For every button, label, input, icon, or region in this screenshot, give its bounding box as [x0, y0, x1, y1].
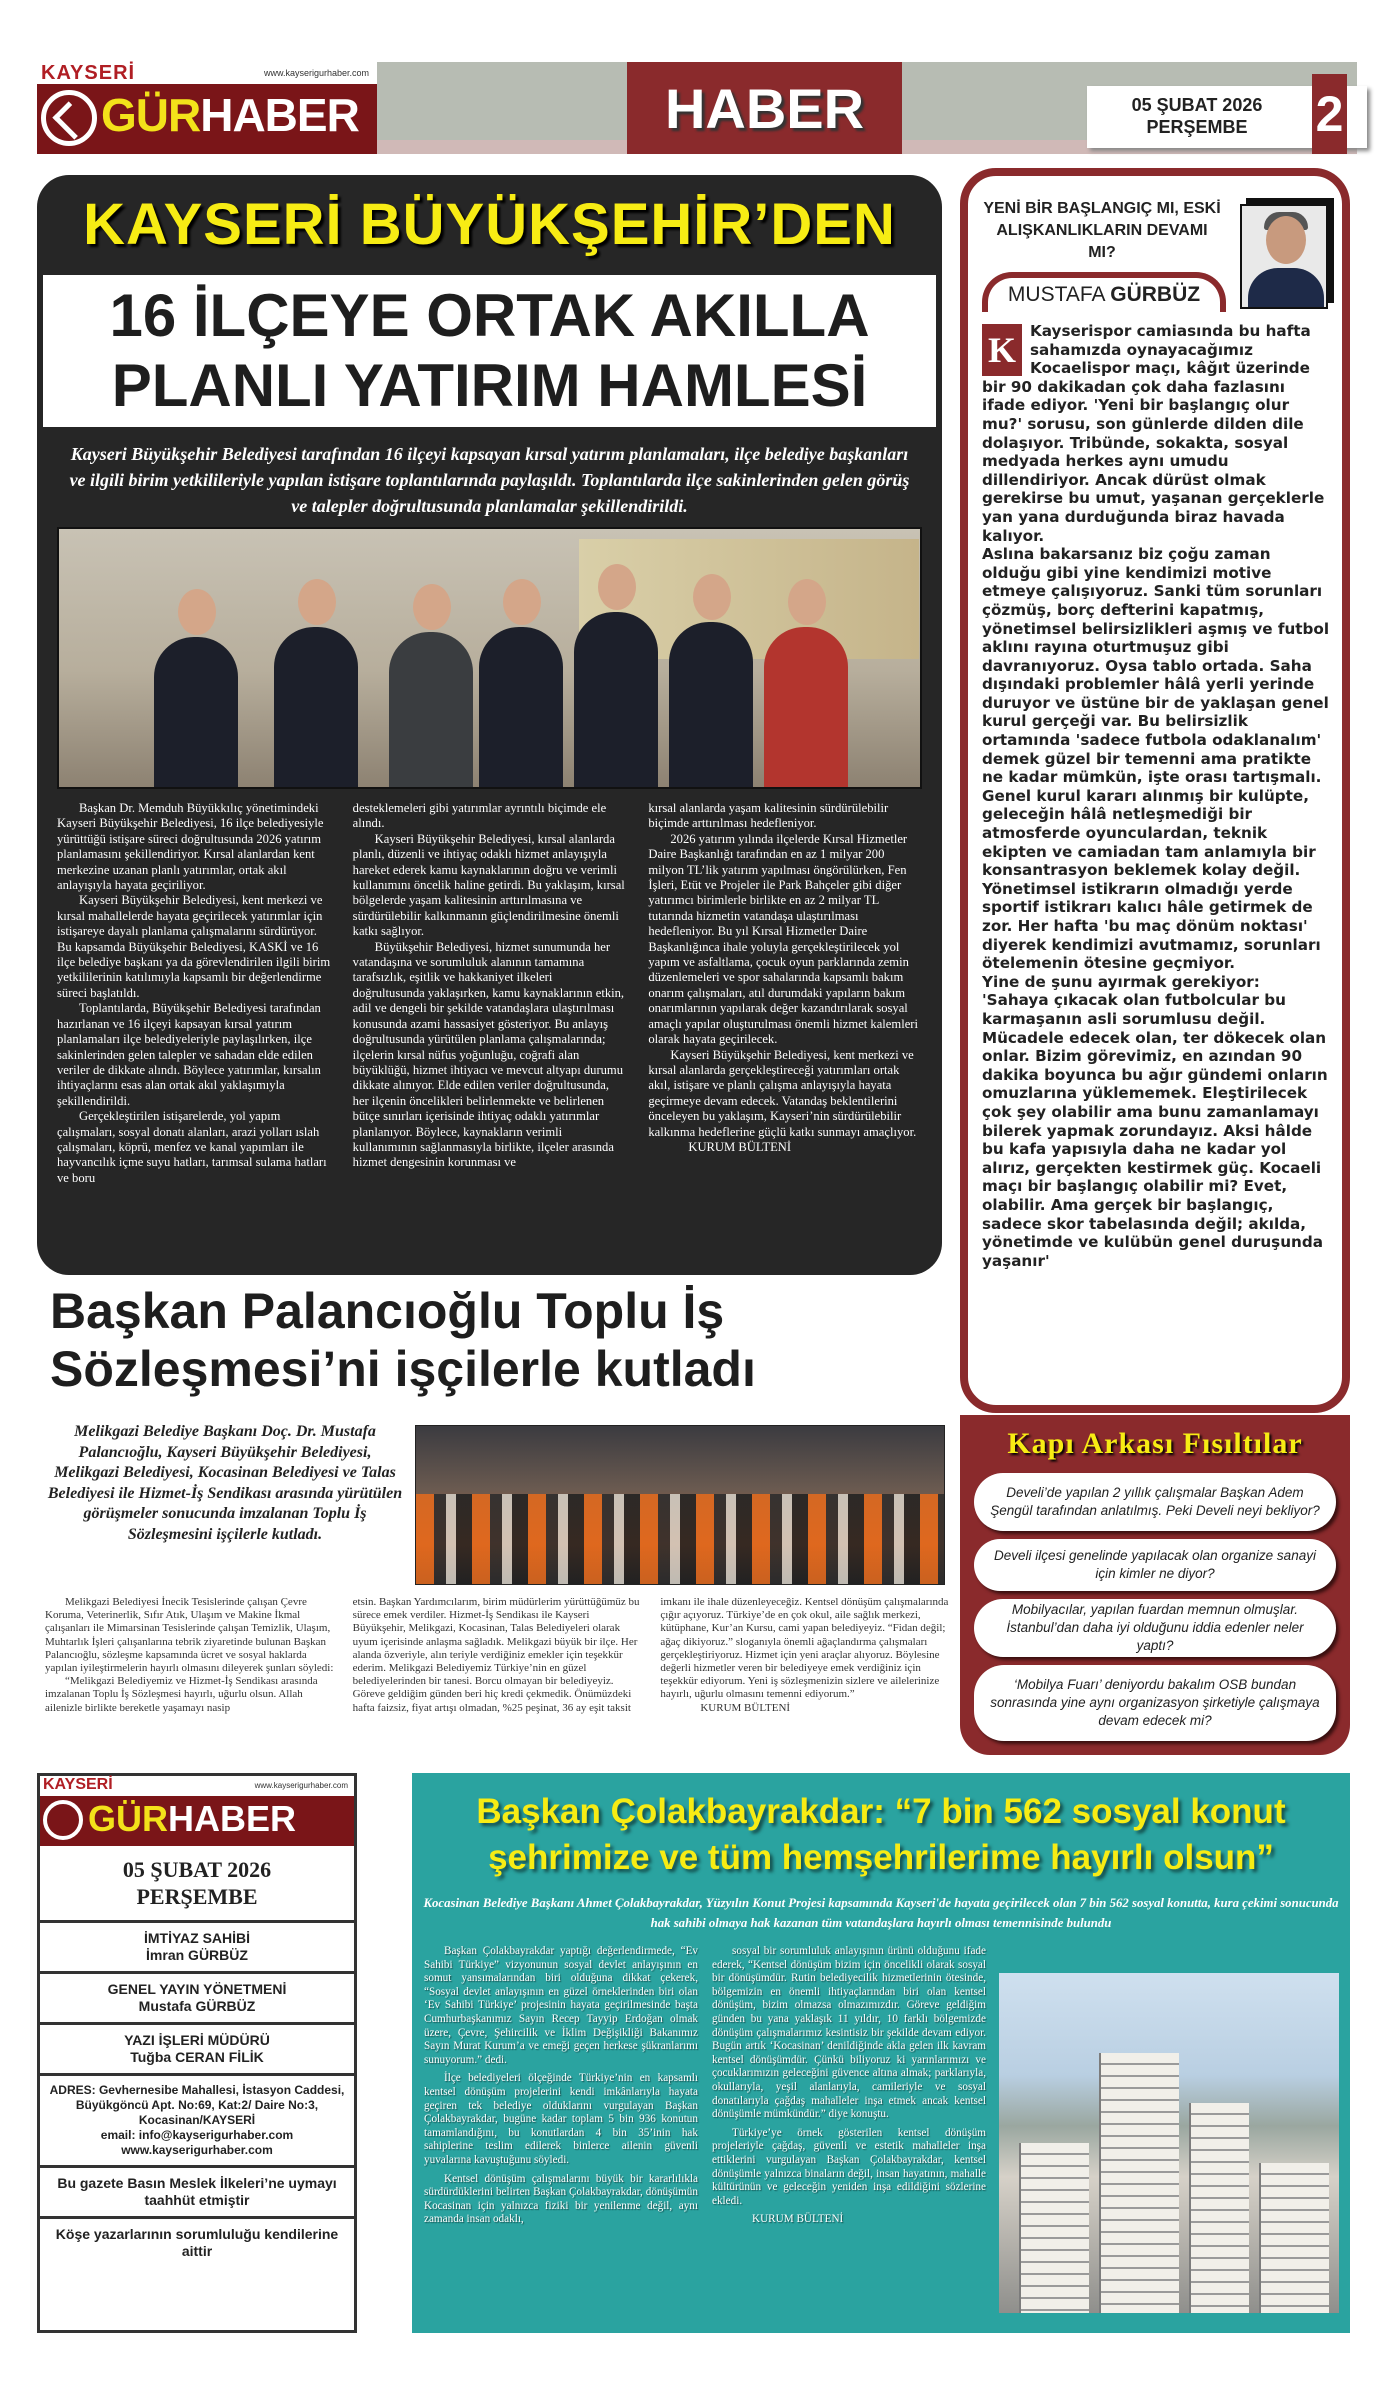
housing-paragraph: sosyal bir sorumluluk anlayışının ürünü olduğunu ifade ederek, “Kentsel dönüşüm bizim için öncelikli olarak sosyal bir dönüşümdür. Rutin belediyecilik hizmetlerinin ötesinde, bölgemizin en önemli ihtiyaçlarından biri olan kentsel dönüşüm, bizim olmazsa olmazımızdır. Göreve geldiğim günden bu yana yaklaşık 11 yıldır, 10 farklı bölgemizde dönüşüm çalışmalarımız kesintisiz bir şekilde devam ediyor. Bugün artık ‘Kocasinan’ denildiğinde akla gelen ilk kavram kentsel dönüşümdür. Çünkü biliyoruz ki yarınlarımızı ve çocuklarımızın geleceğini güvence altına almak; parklarıyla, okullarıyla, yeşil alanlarıyla, camileriyle ve sosyal donatılarıyla çağdaş mahalleler inşa etmek ancak kentsel dönüşümle mümkündür.” diye konuştu. — [712, 1945, 986, 2121]
whisper-item: ‘Mobilya Fuarı’ deniyordu bakalım OSB bundan sonrasında yine aynı organizasyon şirketiyle çalışmaya devam edecek mi? — [974, 1665, 1336, 1741]
second-paragraph: Melikgazi Belediyesi İnecik Tesislerinde çalışan Çevre Koruma, Veterinerlik, Sıfır Atık, Ulaşım ve Makine İkmal çalışanları ile Mimarsinan Tesislerinde çalışan Temizlik, Ulaşım, Muhtarlık İşleri çalışanlarına tebrik ziyaretinde bulunan Başkan Palancıoğlu, sözleşme kapsamında ücret ve sosyal haklarda yapılan iyileştirmelerin hayırlı olmasını dileyerek şunları söyledi: — [45, 1596, 334, 1675]
photo-person-head — [598, 564, 636, 610]
imprint-value: Tuğba CERAN FİLİK — [130, 2049, 264, 2065]
second-column-1 — [45, 1596, 335, 1764]
photo-person — [574, 612, 658, 787]
housing-photo — [999, 1973, 1339, 2313]
second-signature: KURUM BÜLTENİ — [700, 1701, 791, 1714]
lead-story — [37, 175, 942, 1275]
photo-person — [274, 627, 358, 787]
imprint-logo-gur: GÜR — [88, 1798, 168, 1839]
housing-story — [412, 1773, 1350, 2333]
photo-building — [1019, 2143, 1089, 2313]
logo-name — [101, 88, 359, 142]
photo-person — [389, 632, 473, 787]
lead-column-3 — [648, 801, 922, 1265]
imprint-emblem-icon — [43, 1800, 83, 1840]
whisper-item: Develi ilçesi genelinde yapılacak olan organize sanayi için kimler ne diyor? — [974, 1539, 1336, 1591]
lead-paragraph: Kayseri Büyükşehir Belediyesi, kırsal alanlarda planlı, düzenli ve ihtiyaç odaklı hizmet anlayışıyla hareket ederek kamu kaynaklarının doğru ve verimli kullanımını öncelik haline getirdi. Bu yaklaşım, kırsal bölgelerde yaşam kalitesinin arttırılmasına ve sürdürülebilir kalkınmanın güçlendirilmesine önemli katkı sağlıyor. — [352, 831, 625, 939]
photo-building — [1099, 2053, 1179, 2313]
imprint-managing-editor — [40, 2022, 354, 2073]
imprint-contact — [40, 2073, 354, 2165]
page-number: 2 — [1312, 74, 1347, 154]
photo-person-head — [178, 589, 216, 635]
lead-column-1 — [57, 801, 331, 1265]
second-paragraph: imkanı ile ihale düzenleyeceğiz. Kentsel dönüşüm çalışmalarında çığır açıyoruz. Türkiye’de en çok okul, aile sağlık merkezi, kütüphane, Kur’an Kursu, cami yapan belediyeyiz. “Fidan değil; ağaç dikiyoruz.” sloganıyla önemli ağaçlandırma çalışmaları gerçekleştiriyoruz. Hizmet için yeni araçlar alıyoruz. Böylesine değerli hizmetler veren bir belediyeye emek verdiğiniz için teşekkür ediyorum. Yeni iş sözleşmenizin sizlere ve ailelerinize hayırlı, uğurlu olmasını temenni ediyorum.” — [660, 1596, 949, 1701]
column-body — [982, 322, 1330, 1402]
lead-signature: KURUM BÜLTENİ — [688, 1139, 792, 1154]
masthead — [37, 62, 1357, 154]
section-title: HABER — [627, 62, 902, 154]
second-headline — [50, 1282, 950, 1398]
imprint-logo-city: KAYSERİ — [43, 1776, 113, 1793]
lead-paragraph: kırsal alanlarda yaşam kalitesinin sürdürülebilir biçimde arttırılması hedefleniyor. — [648, 801, 889, 831]
imprint-date-day: 05 ŞUBAT 2026 — [122, 1857, 272, 1882]
housing-paragraph: Türkiye’ye örnek gösterilen kentsel dönüşüm projeleriyle çağdaş, güvenli ve estetik mahalleler inşa ettiklerini vurgulayan Başkan Çolakbayrakdar, kentsel dönüşümle yalnızca binaların değil, insan hayatının, mahalle kültürünün ve geleceğin yeniden inşa edildiğini sözlerine ekledi. — [712, 2126, 986, 2207]
author-photo — [1240, 204, 1328, 309]
second-column-2 — [353, 1596, 643, 1764]
second-headline-line1: Başkan Palancıoğlu Toplu İş — [50, 1283, 725, 1339]
author-photo-face — [1266, 216, 1306, 264]
second-spot: Melikgazi Belediye Başkanı Doç. Dr. Mustafa Palancıoğlu, Kayseri Büyükşehir Belediyesi, Melikgazi Belediyesi, Kocasinan Belediyesi ve Talas Belediyesi ile Hizmet-İş Sendikası arasında yürütülen görüşmeler sonucunda imzalanan Toplu İş Sözleşmesini işçilerle kutladı. — [47, 1423, 403, 1543]
lead-headline-line1: 16 İLÇEYE ORTAK AKILLA — [109, 282, 870, 349]
whispers-title: Kapı Arkası Fısıltılar — [1007, 1427, 1303, 1460]
housing-headline — [412, 1789, 1350, 1881]
lead-headline — [43, 275, 936, 427]
photo-person — [669, 622, 753, 787]
lead-photo — [57, 527, 922, 789]
second-paragraph: etsin. Başkan Yardımcılarım, birim müdürlerim yürüttüğümüz bu sürece emek verdiler. Hizmet-İş Sendikası ile Kayseri Büyükşehir, Melikgazi, Kocasinan, Talas Belediyeleri olarak uyum içerisinde anlaşma sağladık. Melikgazi büyük bir ilçe. Her alanda özveriyle, alın teriyle verdiğiniz emekler için teşekkür ederim. Melikgazi Belediyemiz Türkiye’nin en güzel belediyelerinden bir tanesi. Borcu olmayan bir belediyeyiz. Göreve geldiğim günden beri hiç kredi çekmedik. Önümüzdeki hafta faizsiz, fiyat artışı olmadan, %25 peşinat, 36 ay eşit taksit — [352, 1596, 640, 1714]
opinion-column — [960, 168, 1350, 1413]
housing-spot: Kocasinan Belediye Başkanı Ahmet Çolakbayrakdar, Yüzyılın Konut Projesi kapsamında Kayseri'de hayata geçirilecek olan 7 bin 562 sosyal konutta, kura çekimi sonucunda hak sahibi olmaya hak kazanan tüm vatandaşlara hayırlı olması temennisinde bulundu — [423, 1896, 1339, 1930]
photo-person-head — [693, 574, 731, 620]
imprint-editor-in-chief — [40, 1971, 354, 2022]
imprint-logo-url[interactable]: www.kayserigurhaber.com — [254, 1781, 348, 1790]
lead-paragraph: 2026 yatırım yılında ilçelerde Kırsal Hizmetler Daire Başkanlığı tarafından en az 1 milyar 200 milyon TL’lik yatırım yapılması öngörülürken, Fen İşleri, Etüt ve Projeler ile Park Bahçeler gibi diğer yatırımcı birimlerle birlikte en az 2 milyar TL tutarında hizmetin vatandaşa ulaştırılması hedefleniyor. Bu yıl Kırsal Hizmetler Daire Başkanlığınca ihale yoluyla gerçekleştirilecek yol yapım ve asfaltlama, çocuk oyun parklarında zemin düzenlemeleri ve spor sahalarında kapsamlı bakım onarım çalışmaları, atıl durumdaki yapıların bakım onarımlarının yapılarak değer kazandırılarak sosyal amaçlı yapılar oluşturulması önemli hizmet kalemleri olarak hayata geçirilecek. — [648, 831, 918, 1047]
lead-kicker: KAYSERİ BÜYÜKŞEHİR’DEN — [83, 192, 896, 257]
lead-paragraph: desteklemeleri gibi yatırımlar ayrıntılı biçimde ele alındı. — [352, 801, 607, 831]
column-author — [982, 272, 1226, 312]
photo-person — [764, 627, 848, 787]
lead-paragraph: Başkan Dr. Memduh Büyükkılıç yönetimindeki Kayseri Büyükşehir Belediyesi, 16 ilçe belediyesiyle yürüttüğü istişare süreci doğrultusunda 2026 yatırım planlamasını şekillendiriyor. Kırsal alanlardan kent merkezine uzanan planlı yatırımlar, ortak akıl anlayışıyla hayata geçiriliyor. — [57, 801, 324, 893]
second-headline-line2: Sözleşmesi’ni işçilerle kutladı — [50, 1341, 756, 1397]
photo-building — [1189, 2103, 1249, 2313]
photo-building — [1259, 2163, 1329, 2313]
photo-person-head — [788, 579, 826, 625]
imprint-weekday: PERŞEMBE — [136, 1884, 258, 1909]
logo-url[interactable]: www.kayserigurhaber.com — [263, 68, 369, 78]
lead-paragraph: Toplantılarda, Büyükşehir Belediyesi tarafından hazırlanan ve 16 ilçeyi kapsayan kırsal yatırım planlamaları ilçe belediyeleriyle paylaşılırken, ilçe sakinlerinden gelen talepler ve sahadan elde edilen veriler de dikkate alındı. Böylece yatırımlar, kırsalın ihtiyaçlarını esas alan ortak akıl yaklaşımıyla şekillendirildi. — [57, 1001, 321, 1108]
imprint-owner — [40, 1920, 354, 1971]
lead-headline-line2: PLANLI YATIRIM HAMLESİ — [111, 352, 868, 419]
newspaper-logo[interactable] — [37, 62, 377, 154]
column-author-last: GÜRBÜZ — [1110, 283, 1201, 306]
lead-paragraph: Kayseri Büyükşehir Belediyesi, kent merkezi ve kırsal mahallelerde hayata geçirilecek yatırımlar için istişareye dayalı planlama çalışmalarını sürdürüyor. Bu kapsamda Büyükşehir Belediyesi, KASKİ ve 16 ilçe belediye başkanı ya da görevlendirilen ilgili birim yetkililerinin katılımıyla kapsamlı bir değerlendirme süreci başlatıldı. — [57, 893, 331, 1000]
lead-column-2 — [353, 801, 627, 1265]
housing-headline-line1: Başkan Çolakbayrakdar: “7 bin 562 sosyal konut — [476, 1792, 1286, 1831]
imprint-label: YAZI İŞLERİ MÜDÜRÜ — [124, 2032, 270, 2048]
photo-person — [479, 627, 563, 787]
lead-paragraph: Kayseri Büyükşehir Belediyesi, kent merkezi ve kırsal alanlarda gerçekleştireceği yatırımları ortak akıl, istişare ve planlı çalışma anlayışıyla hayata geçirmeye devam edecek. Vatandaş beklentilerini önceleyen bu yaklaşım, Kayseri’nin sürdürülebilir kalkınma hedeflerine güçlü katkı sunmayı amaçlıyor. — [648, 1047, 917, 1139]
issue-date-day: 05 ŞUBAT 2026 — [1131, 95, 1263, 115]
housing-signature: KURUM BÜLTENİ — [752, 2213, 844, 2226]
imprint-notice-columnists: Köşe yazarlarının sorumluluğu kendilerine aittir — [40, 2216, 354, 2267]
housing-body — [424, 1945, 986, 2325]
lead-spot: Kayseri Büyükşehir Belediyesi tarafından 16 ilçeyi kapsayan kırsal yatırım planlamaları, ilçe belediye başkanları ve ilgili birim yetkilileriyle yapılan istişare toplantılarında paylaşıldı. Toplantılarda ilçe sakinlerinden gelen görüş ve talepler doğrultusunda planlamalar şekillendirildi. — [69, 444, 910, 516]
whisper-item: Mobilyacılar, yapılan fuardan memnun olmuşlar. İstanbul’dan daha iyi olduğunu iddia edenler neler yaptı? — [974, 1599, 1336, 1657]
photo-person-head — [503, 579, 541, 625]
date-box — [1087, 86, 1367, 148]
whispers-box — [960, 1415, 1350, 1755]
second-column-3 — [660, 1596, 950, 1764]
imprint-value: İmran GÜRBÜZ — [146, 1947, 248, 1963]
issue-weekday: PERŞEMBE — [1146, 117, 1248, 137]
logo-gur: GÜR — [101, 89, 201, 141]
imprint-email[interactable]: email: info@kayserigurhaber.com — [100, 2128, 294, 2142]
imprint-box — [37, 1773, 357, 2333]
logo-haber: HABER — [200, 89, 359, 141]
issue-date — [1097, 94, 1297, 138]
imprint-logo-haber: HABER — [168, 1798, 297, 1839]
logo-emblem-icon — [41, 90, 97, 146]
imprint-value: Mustafa GÜRBÜZ — [138, 1998, 256, 2014]
lead-paragraph: Büyükşehir Belediyesi, hizmet sunumunda her vatandaşına ve sorumluluk alanının tamamına tarafsızlık, eşitlik ve hakkaniyet ilkeleri doğrultusunda yaklaşırken, kamu kaynaklarının etkin, adil ve dengeli bir şekilde vatandaşlara ulaştırılması konusunda azami hassasiyet gösteriyor. Bu anlayış doğrultusunda yürütülen planlama çalışmalarında; ilçelerin kırsal nüfus yoğunluğu, coğrafi alan büyüklüğü, hizmet ihtiyacı ve mevcut altyapı durumu dikkate alınıyor. Elde edilen veriler doğrultusunda, her ilçenin öncelikleri belirlenmekte ve belirlenen bütçe sınırları içerisinde ihtiyaç odaklı yatırımlar planlanıyor. Böylece, kaynakların verimli kullanımının sağlanmasıyla birlikte, ilçeler arasında hizmet dengesinin korunması ve — [352, 939, 625, 1170]
column-paragraph: Genel kurul kararı alınmış bir kulüpte, geleceğin hâlâ netleşmediği bir atmosferde oyunculardan, teknik ekipten ve camiadan tam anlamıyla bir konsantrasyon beklemek kolay değil. Yönetimsel istikrarın olmadığı yerde sportif istikrarı kalıcı hâle getirmek de zor. Her hafta 'bu maç dönüm noktası' diyerek kendimizi avutmamız, sorunları ötelemenin ötesine geçmiyor. — [982, 786, 1321, 973]
imprint-logo — [40, 1776, 354, 1846]
column-dropcap: K — [982, 324, 1022, 376]
column-paragraph: Kayserispor camiasında bu hafta sahamızda oynayacağımız Kocaelispor maçı, kâğıt üzerinde bir 90 dakikadan çok daha fazlasını ifade ediyor. 'Yeni bir başlangıç olur mu?' sorusu, son günlerde dilden dile dolaşıyor. Tribünde, sokakta, sosyal medyada herkes aynı umudu dillendiriyor. Ancak dürüst olmak gerekirse bu umut, yaşanan gerçeklerle yan yana durduğunda biraz havada kalıyor. — [982, 322, 1325, 545]
lead-body — [57, 801, 922, 1265]
housing-column-2 — [712, 1945, 986, 2325]
second-photo — [415, 1425, 945, 1585]
photo-person-head — [413, 584, 451, 630]
whisper-item: Develi’de yapılan 2 yıllık çalışmalar Başkan Adem Şengül tarafından anlatılmış. Peki Develi neyi bekliyor? — [974, 1473, 1336, 1531]
second-paragraph: “Melikgazi Belediyemiz ve Hizmet-İş Sendikası arasında imzalanan Toplu İş Sözleşmesi hayırlı, uğurlu olsun. Allah ailenizle birlikte bereketle yaşamayı nasip — [45, 1675, 318, 1714]
imprint-logo-name — [88, 1798, 296, 1840]
housing-column-1 — [424, 1945, 698, 2325]
housing-paragraph: Kentsel dönüşüm çalışmalarını büyük bir kararlılıkla sürdürdüklerini belirten Başkan Çolakbayrakdar, dönüşümün Kocasinan için yalnızca fiziki bir yenilenme değil, aynı zamanda insan odaklı, — [424, 2172, 698, 2226]
photo-person — [154, 637, 238, 787]
photo-person-head — [298, 579, 336, 625]
photo-crowd — [416, 1494, 944, 1584]
column-title: YENİ BİR BAŞLANGIÇ MI, ESKİ ALIŞKANLIKLARIN DEVAMI MI? — [983, 200, 1221, 261]
housing-paragraph: İlçe belediyeleri ölçeğinde Türkiye’nin en kapsamlı kentsel dönüşüm projelerini kendi imkânlarıyla hayata geçiren tek belediye olduklarını vurgulayan Başkan Çolakbayrakdar, bugüne kadar toplam 5 bin 936 konutun tamamlandığını, bu konutlardan 4 bin 35’inin hak sahiplerine teslim edilerek binlerce ailenin güvenli yuvalarına kavuştuğunu söyledi. — [424, 2072, 698, 2166]
lead-paragraph: Gerçekleştirilen istişarelerde, yol yapım çalışmaları, sosyal donatı alanları, arazi yolları ıslah çalışmaları, köprü, menfez ve kanal yapımları ile hayvancılık içme suyu hatları, tarımsal sulama hatları ve boru — [57, 1109, 327, 1185]
imprint-label: İMTİYAZ SAHİBİ — [143, 1930, 251, 1946]
column-paragraph: Yine de şunu ayırmak gerekiyor: 'Sahaya çıkacak olan futbolcular bu karmaşanın asli sorumlusu değil. Mücadele edecek olan, ter dökecek olan onlar. Bizim görevimiz, en azından 90 dakika boyunca bu ağır gündemi onların omuzlarına yüklememek. Eleştirilecek çok şey olabilir ama bunu zamanlamayı bilerek yapmak zorundayız. Aksi hâlde bu kafa yapısıyla daha ne kadar yol alırız, gerçekten kestirmek güç. Kocaeli maçı bir başlangıç olabilir mi? Evet, olabilir. Ama gerçek bir başlangıç, sadece skor tabelasında değil; akılda, yönetimde ve kulübün genel duruşunda yaşanır' — [982, 972, 1328, 1270]
imprint-notice-ethics: Bu gazete Basın Meslek İlkeleri’ne uymayı taahhüt etmiştir — [40, 2165, 354, 2216]
logo-city: KAYSERİ — [41, 62, 136, 84]
housing-paragraph: Başkan Çolakbayrakdar yaptığı değerlendirmede, “Ev Sahibi Türkiye” vizyonunun sosyal devlet anlayışının en somut yansımalarından biri olduğuna dikkat çekerek, “Sosyal devlet anlayışının en güzel örneklerinden biri olan ‘Ev Sahibi Türkiye’ projesinin hayata geçirilmesinde başta Cumhurbaşkanımız Sayın Recep Tayyip Erdoğan olmak üzere, Çevre, Şehircilik ve İklim Değişikliği Bakanımız Sayın Murat Kurum’a ve emeği geçen herkese şükranlarımı sunuyorum.” dedi. — [424, 1945, 698, 2066]
housing-headline-line2: şehrimize ve tüm hemşehrilerime hayırlı olsun” — [488, 1838, 1274, 1877]
column-author-first: MUSTAFA — [1007, 283, 1105, 306]
imprint-date — [40, 1846, 354, 1920]
column-paragraph: Aslına bakarsanız biz çoğu zaman olduğu gibi yine kendimizi motive etmeye çalışıyoruz. Sanki tüm sorunları çözmüş, borç defterini kapatmış, yönetimsel belirsizlikleri aşmış ve futbol aklını rayına oturtmuşuz gibi davranıyoruz. Oysa tablo ortada. Saha dışındaki problemler hâlâ yerli yerinde duruyor ve üstüne bir de yaklaşan genel kurul gerçeği var. Bu belirsizlik ortamında 'sadece futbola odaklanalım' demek güzel bir temenni ama pratikte ne kadar mümkün, işte orası tartışmalı. — [982, 545, 1330, 787]
imprint-label: GENEL YAYIN YÖNETMENİ — [107, 1981, 287, 1997]
imprint-website[interactable]: www.kayserigurhaber.com — [121, 2143, 273, 2157]
author-photo-suit — [1248, 268, 1324, 309]
second-body — [45, 1596, 950, 1764]
imprint-address: ADRES: Gevhernesibe Mahallesi, İstasyon Caddesi, Büyükgöncü Apt. No:69, Kat:2/ Daire No:3, Kocasinan/KAYSERİ — [49, 2083, 345, 2127]
